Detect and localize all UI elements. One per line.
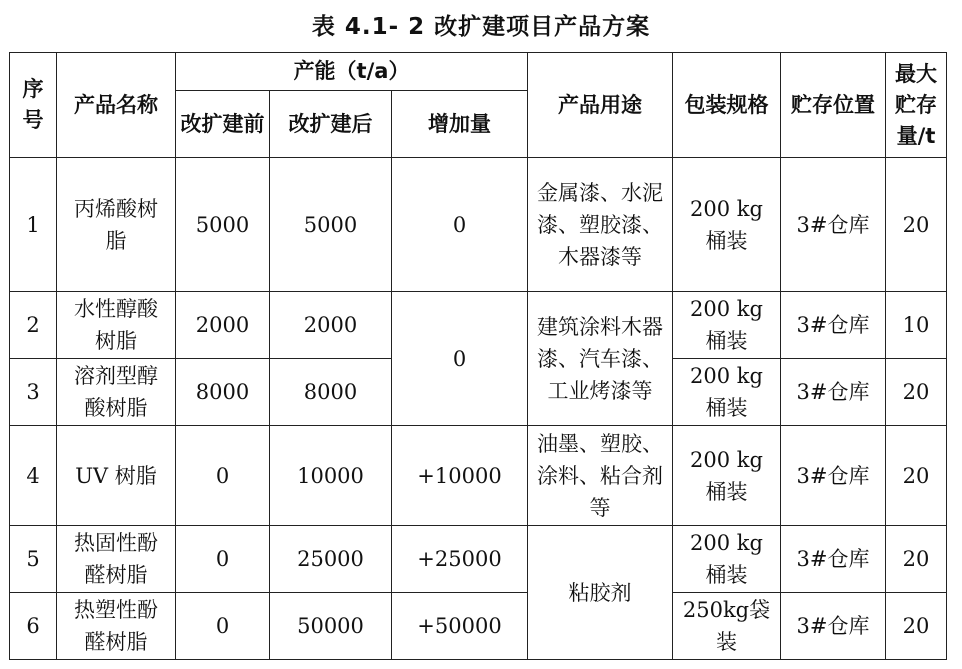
cell-storage: 3#仓库 <box>781 593 886 660</box>
cell-max: 10 <box>886 292 947 359</box>
header-after: 改扩建后 <box>270 91 392 158</box>
table-title: 表 4.1- 2 改扩建项目产品方案 <box>311 14 651 40</box>
header-increase: 增加量 <box>392 91 528 158</box>
cell-before: 2000 <box>176 292 270 359</box>
cell-max: 20 <box>886 426 947 526</box>
cell-increase-merged: 0 <box>392 292 528 426</box>
cell-increase: +25000 <box>392 526 528 593</box>
cell-seq: 2 <box>10 292 57 359</box>
cell-use: 金属漆、水泥漆、塑胶漆、木器漆等 <box>528 158 673 292</box>
product-plan-table <box>9 52 947 660</box>
table-row <box>10 426 947 526</box>
cell-storage: 3#仓库 <box>781 359 886 426</box>
cell-seq: 5 <box>10 526 57 593</box>
cell-seq: 6 <box>10 593 57 660</box>
cell-storage: 3#仓库 <box>781 292 886 359</box>
cell-use: 油墨、塑胶、涂料、粘合剂等 <box>528 426 673 526</box>
cell-storage: 3#仓库 <box>781 526 886 593</box>
cell-seq: 4 <box>10 426 57 526</box>
cell-pack: 200 kg桶装 <box>673 359 781 426</box>
cell-seq: 3 <box>10 359 57 426</box>
cell-max: 20 <box>886 158 947 292</box>
cell-after: 10000 <box>270 426 392 526</box>
cell-storage: 3#仓库 <box>781 158 886 292</box>
cell-before: 0 <box>176 426 270 526</box>
header-seq: 序号 <box>10 53 57 158</box>
table-row <box>10 292 947 359</box>
cell-name: 溶剂型醇酸树脂 <box>57 359 176 426</box>
cell-name: UV 树脂 <box>57 426 176 526</box>
cell-pack: 200 kg桶装 <box>673 292 781 359</box>
cell-pack: 200 kg桶装 <box>673 158 781 292</box>
cell-pack: 200 kg桶装 <box>673 426 781 526</box>
header-row-1 <box>10 53 947 91</box>
cell-after: 8000 <box>270 359 392 426</box>
cell-before: 5000 <box>176 158 270 292</box>
cell-increase: +50000 <box>392 593 528 660</box>
cell-after: 5000 <box>270 158 392 292</box>
cell-name: 丙烯酸树脂 <box>57 158 176 292</box>
table-row <box>10 593 947 660</box>
cell-seq: 1 <box>10 158 57 292</box>
cell-name: 热固性酚醛树脂 <box>57 526 176 593</box>
header-before: 改扩建前 <box>176 91 270 158</box>
cell-after: 50000 <box>270 593 392 660</box>
cell-before: 8000 <box>176 359 270 426</box>
cell-increase: 0 <box>392 158 528 292</box>
cell-after: 2000 <box>270 292 392 359</box>
cell-max: 20 <box>886 359 947 426</box>
cell-pack: 200 kg桶装 <box>673 526 781 593</box>
header-capacity: 产能（t/a） <box>176 53 528 91</box>
cell-before: 0 <box>176 593 270 660</box>
cell-name: 水性醇酸树脂 <box>57 292 176 359</box>
table-row <box>10 158 947 292</box>
cell-max: 20 <box>886 593 947 660</box>
cell-after: 25000 <box>270 526 392 593</box>
header-use: 产品用途 <box>528 53 673 158</box>
header-pack: 包装规格 <box>673 53 781 158</box>
cell-pack: 250kg袋装 <box>673 593 781 660</box>
header-name: 产品名称 <box>57 53 176 158</box>
cell-before: 0 <box>176 526 270 593</box>
cell-use-merged: 粘胶剂 <box>528 526 673 660</box>
cell-use-merged: 建筑涂料木器漆、汽车漆、工业烤漆等 <box>528 292 673 426</box>
header-max-storage: 最大贮存量/t <box>886 53 947 158</box>
cell-storage: 3#仓库 <box>781 426 886 526</box>
cell-name: 热塑性酚醛树脂 <box>57 593 176 660</box>
header-storage: 贮存位置 <box>781 53 886 158</box>
cell-increase: +10000 <box>392 426 528 526</box>
cell-max: 20 <box>886 526 947 593</box>
table-row <box>10 526 947 593</box>
